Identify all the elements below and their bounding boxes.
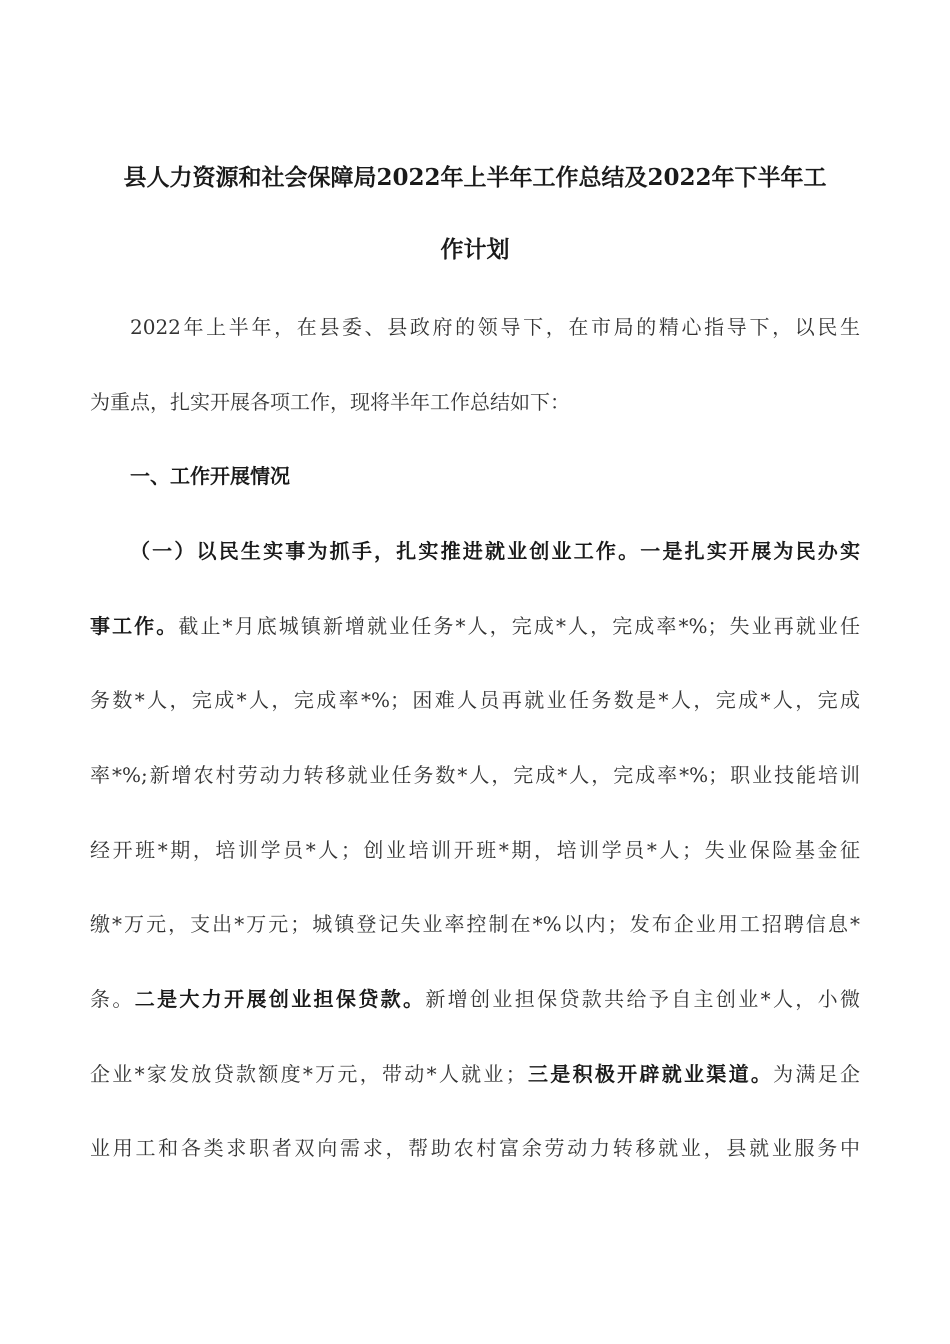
- text-span: 条。: [90, 987, 135, 1011]
- text-span: 截止*月底城镇新增就业任务*人，完成*人，完成率*%；失业再就业任: [178, 614, 860, 638]
- document-title-line-2: 作计划: [440, 236, 510, 263]
- paragraph-line: 缴*万元，支出*万元；城镇登记失业率控制在*%以内；发布企业用工招聘信息*: [90, 912, 860, 936]
- paragraph-line: 业用工和各类求职者双向需求，帮助农村富余劳动力转移就业，县就业服务中: [90, 1136, 860, 1160]
- subsection-heading-line: （一）以民生实事为抓手，扎实推进就业创业工作。一是扎实开展为民办实: [130, 539, 860, 563]
- document-title-line-1: 县人力资源和社会保障局2022年上半年工作总结及2022年下半年工: [123, 164, 827, 191]
- intro-paragraph-line-2: 为重点，扎实开展各项工作，现将半年工作总结如下：: [90, 390, 570, 414]
- bold-phrase: 二是大力开展创业担保贷款。: [134, 987, 426, 1011]
- intro-paragraph-line-1: 2022年上半年，在县委、县政府的领导下，在市局的精心指导下，以民生: [130, 315, 860, 339]
- text-span: 企业*家发放贷款额度*万元，带动*人就业；: [90, 1062, 526, 1086]
- section-heading-1: 一、工作开展情况: [130, 464, 290, 488]
- paragraph-line: [90, 612, 860, 640]
- text-span: 新增创业担保贷款共给予自主创业*人，小微: [425, 987, 861, 1011]
- bold-phrase: 三是积极开辟就业渠道。: [525, 1062, 774, 1086]
- text-span: 为满足企: [773, 1062, 861, 1086]
- paragraph-line: [90, 985, 860, 1013]
- paragraph-line: 务数*人，完成*人，完成率*%；困难人员再就业任务数是*人，完成*人，完成: [90, 688, 860, 712]
- paragraph-line: [90, 1060, 860, 1088]
- paragraph-line: 经开班*期，培训学员*人；创业培训开班*期，培训学员*人；失业保险基金征: [90, 838, 860, 862]
- bold-phrase: 事工作。: [90, 614, 179, 638]
- paragraph-line: 率*%;新增农村劳动力转移就业任务数*人，完成*人，完成率*%；职业技能培训: [90, 763, 860, 787]
